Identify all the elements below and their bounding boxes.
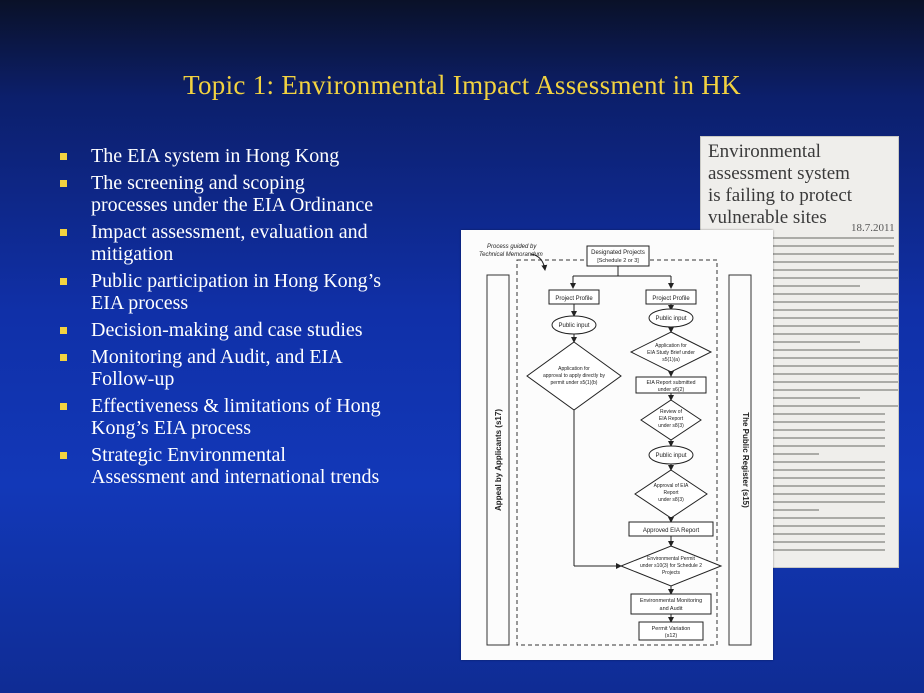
bullet-text-line: Decision-making and case studies (91, 319, 363, 341)
bullet-text-line: Assessment and international trends (91, 466, 380, 488)
left-application-label: Application for (558, 366, 590, 372)
news-text-line (762, 253, 894, 255)
bullet-text-line: Public participation in Hong Kong’s (91, 270, 381, 292)
study-brief-label: s5(1)(a) (662, 357, 680, 363)
permit-variation-label: (s12) (664, 633, 678, 639)
bullet-item (58, 172, 448, 216)
bullet-text-line: Impact assessment, evaluation and (91, 221, 368, 243)
bullet-text-line: Follow-up (91, 368, 175, 390)
bullet-item (58, 346, 448, 390)
bullet-text-line: Strategic Environmental (91, 444, 286, 466)
slide-title: Topic 1: Environmental Impact Assessment in HK (183, 70, 741, 100)
bullet-text-line: The EIA system in Hong Kong (91, 145, 340, 167)
appeal-bar-label: Appeal by Applicants (s17) (494, 409, 503, 511)
bullet-text-line: Kong’s EIA process (91, 417, 251, 439)
news-headline-line: is failing to protect (708, 185, 853, 206)
permit-label: Environmental Permit (647, 556, 695, 562)
review-label: Review of (660, 409, 682, 415)
bullet-square-icon (60, 229, 67, 236)
bullet-text-line: The screening and scoping (91, 172, 305, 194)
monitoring-label: Environmental Monitoring (639, 598, 703, 604)
bullet-square-icon (60, 452, 67, 459)
bullet-square-icon (60, 278, 67, 285)
public-input-2-label: Public input (655, 453, 687, 459)
permit-label: under s10(3) for Schedule 2 (640, 563, 702, 569)
bullet-square-icon (60, 403, 67, 410)
bullet-text-line: processes under the EIA Ordinance (91, 194, 374, 216)
bullet-item (58, 395, 448, 439)
news-date: 18.7.2011 (851, 222, 895, 234)
bullet-square-icon (60, 327, 67, 334)
bullet-text-line: mitigation (91, 243, 174, 265)
permit-variation-label: Permit Variation (651, 626, 691, 632)
bullet-square-icon (60, 180, 67, 187)
left-public-input-label: Public input (558, 323, 590, 329)
guided-note: Technical Memorandum (479, 252, 543, 258)
register-bar-label: The Public Register (s15) (741, 412, 750, 508)
bullet-item (58, 221, 448, 265)
left-application-label: approval to apply directly by (543, 373, 605, 379)
approval-label: Report (663, 490, 679, 496)
right-project-profile-label: Project Profile (652, 296, 690, 302)
bullet-text-line: Monitoring and Audit, and EIA (91, 346, 343, 368)
bullet-list (58, 145, 448, 493)
eia-flowchart (461, 230, 773, 660)
study-brief-label: Application for (655, 343, 687, 349)
monitoring-label: and Audit (659, 606, 683, 612)
designated-projects-label: [Schedule 2 or 3] (597, 258, 639, 264)
bullet-item (58, 270, 448, 314)
report-submitted-label: under s6(2) (657, 387, 685, 393)
news-text-line (762, 237, 894, 239)
news-headline-line: assessment system (708, 163, 850, 184)
approval-label: Approval of EIA (653, 483, 689, 489)
bullet-item (58, 444, 448, 488)
bullet-item (58, 319, 448, 341)
right-public-input-label: Public input (655, 316, 687, 322)
news-text-line (762, 245, 894, 247)
bullet-item (58, 145, 448, 167)
permit-label: Projects (661, 570, 681, 576)
study-brief-label: EIA Study Brief under (647, 350, 695, 356)
report-submitted-label: EIA Report submitted (646, 380, 696, 386)
designated-projects-label: Designated Projects (591, 250, 645, 256)
approved-report-label: Approved EIA Report (642, 528, 700, 534)
news-headline (708, 141, 894, 229)
flowchart-svg (461, 230, 773, 660)
approval-label: under s8(3) (658, 497, 684, 503)
left-application-label: permit under s5(1)(b) (550, 380, 598, 386)
guided-note: Process guided by (487, 244, 537, 250)
bullet-text-line: EIA process (91, 292, 189, 314)
news-headline-line: Environmental (708, 141, 821, 162)
news-headline-line: vulnerable sites (708, 207, 827, 228)
review-label: EIA Report (658, 416, 684, 422)
review-label: under s8(3) (658, 423, 684, 429)
bullet-square-icon (60, 153, 67, 160)
bullet-square-icon (60, 354, 67, 361)
left-project-profile-label: Project Profile (555, 296, 593, 302)
bullet-text-line: Effectiveness & limitations of Hong (91, 395, 381, 417)
